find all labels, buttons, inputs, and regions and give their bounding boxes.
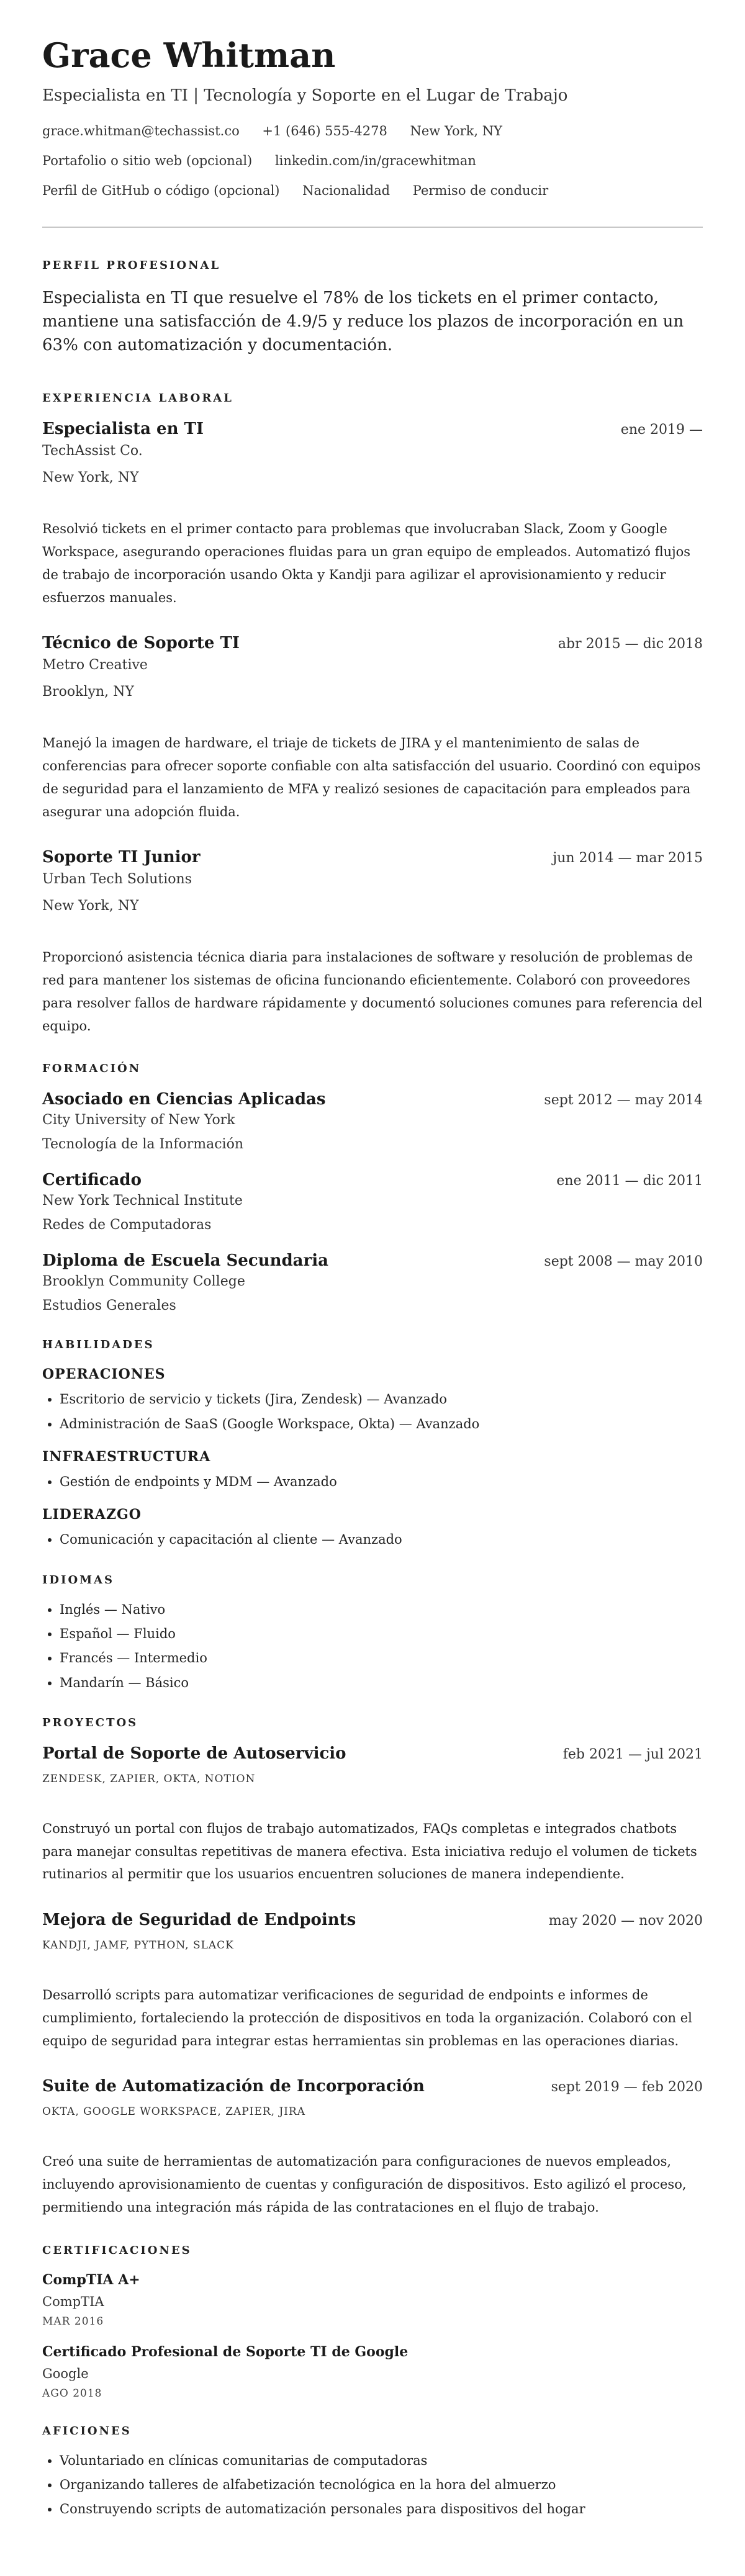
job-title: Soporte TI Junior [42, 848, 201, 867]
certification-item [42, 2344, 703, 2400]
certification-issuer: CompTIA [42, 2294, 104, 2309]
location: New York, NY [410, 124, 502, 139]
experience-item [42, 848, 703, 1037]
company-name: Urban Tech Solutions [42, 871, 192, 888]
contact-row-3 [42, 183, 703, 198]
project-dates: may 2020 — nov 2020 [548, 1913, 703, 1929]
project-item [42, 1911, 703, 2052]
education-heading: FORMACIÓN [42, 1062, 142, 1076]
project-title: Mejora de Seguridad de Endpoints [42, 1911, 356, 1930]
job-dates: abr 2015 — dic 2018 [558, 636, 703, 652]
education-item [42, 1251, 703, 1313]
degree-name: Diploma de Escuela Secundaria [42, 1251, 328, 1271]
project-item [42, 2077, 703, 2218]
job-dates: ene 2019 — [620, 422, 703, 438]
school-name: Brooklyn Community College [42, 1274, 245, 1290]
project-title: Portal de Soporte de Autoservicio [42, 1744, 346, 1763]
project-tags: KANDJI, JAMF, PYTHON, SLACK [42, 1939, 234, 1952]
skill-list [42, 1391, 703, 1433]
project-description: Desarrolló scripts para automatizar verificaciones de seguridad de endpoints e informes de cumplimiento, fortaleciendo la protección de dispositivos en toda la organización. Colaboró con el equipo de seguridad para integrar estas herramientas sin problemas en las operaciones diarias. [42, 1988, 692, 2048]
summary-heading: PERFIL PROFESIONAL [42, 259, 221, 272]
degree-name: Certificado [42, 1171, 142, 1190]
job-title: Técnico de Soporte TI [42, 634, 240, 653]
education-dates: sept 2012 — may 2014 [544, 1092, 703, 1109]
job-location: New York, NY [42, 898, 139, 914]
project-dates: feb 2021 — jul 2021 [562, 1746, 703, 1762]
project-description: Construyó un portal con flujos de trabajo automatizados, FAQs completas e integrados chatbots para manejar consultas repetitivas de manera efectiva. Esta iniciativa redujo el volumen de tickets rutinarios al permitir que los usuarios encuentren soluciones de manera independiente. [42, 1821, 697, 1882]
hobby-item: • Voluntariado en clínicas comunitarias de computadoras [60, 2452, 703, 2469]
certification-issuer: Google [42, 2366, 89, 2381]
hobby-item: • Construyendo scripts de automatización personales para dispositivos del hogar [60, 2501, 703, 2518]
project-description: Creó una suite de herramientas de automatización para configuraciones de nuevos empleados, incluyendo aprovisionamiento de cuentas y configuración de dispositivos. Esto agilizó el proceso, permitiendo una integración más rápida de las contrataciones en el flujo de trabajo. [42, 2154, 687, 2215]
skill-category: OPERACIONES [42, 1366, 166, 1383]
skill-category: INFRAESTRUCTURA [42, 1449, 211, 1466]
contact-row-2 [42, 153, 703, 168]
languages-heading: IDIOMAS [42, 1573, 115, 1587]
job-description: Proporcionó asistencia técnica diaria para instalaciones de software y resolución de problemas de red para mantener los sistemas de oficina funcionando eficientemente. Colaboró con proveedores para resolver fallos de hardware rápidamente y documentó soluciones comunes para referencia del equipo. [42, 950, 703, 1034]
company-name: Metro Creative [42, 657, 148, 673]
skill-item: • Gestión de endpoints y MDM — Avanzado [60, 1474, 703, 1490]
education-dates: sept 2008 — may 2010 [544, 1254, 703, 1270]
nationality: Nacionalidad [302, 183, 391, 199]
skill-category: LIDERAZGO [42, 1506, 142, 1523]
job-description: Manejó la imagen de hardware, el triaje de tickets de JIRA y el mantenimiento de salas de conferencias para ofrecer soporte confiable con alta satisfacción del usuario. Coordinó con equipos de seguridad para el lanzamiento de MFA y realizó sesiones de capacitación para empleados para asegurar una adopción fluida. [42, 736, 701, 819]
experience-item [42, 420, 703, 609]
certifications-heading: CERTIFICACIONES [42, 2243, 192, 2257]
hobby-item: • Organizando talleres de alfabetización tecnológica en la hora del almuerzo [60, 2477, 703, 2493]
certification-name: CompTIA A+ [42, 2271, 140, 2288]
company-name: TechAssist Co. [42, 443, 143, 459]
job-location: New York, NY [42, 470, 139, 486]
education-dates: ene 2011 — dic 2011 [556, 1173, 703, 1189]
candidate-name: Grace Whitman [42, 35, 336, 75]
study-field: Redes de Computadoras [42, 1217, 212, 1233]
skill-list [42, 1531, 703, 1548]
project-tags: ZENDESK, ZAPIER, OKTA, NOTION [42, 1772, 256, 1785]
certification-item [42, 2272, 703, 2328]
project-item [42, 1744, 703, 1886]
experience-item [42, 634, 703, 823]
study-field: Estudios Generales [42, 1298, 176, 1314]
language-item: • Francés — Intermedio [60, 1650, 703, 1667]
education-item [42, 1171, 703, 1233]
portfolio-link[interactable]: Portafolio o sitio web (opcional) [42, 153, 253, 169]
certification-date: MAR 2016 [42, 2315, 104, 2328]
experience-heading: EXPERIENCIA LABORAL [42, 392, 233, 405]
hobbies-heading: AFICIONES [42, 2424, 132, 2438]
summary-text: Especialista en TI que resuelve el 78% de los tickets en el primer contacto, mantiene una satisfacción de 4.9/5 y reduce los plazos de incorporación en un 63% con automatización y documentación. [42, 289, 684, 354]
education-item [42, 1090, 703, 1152]
job-description: Resolvió tickets en el primer contacto para problemas que involucraban Slack, Zoom y Google Workspace, asegurando operaciones fluidas para un gran equipo de empleados. Automatizó flujos de trabajo de incorporación usando Okta y Kandji para agilizar el aprovisionamiento y reducir esfuerzos manuales. [42, 521, 691, 605]
github-link[interactable]: Perfil de GitHub o código (opcional) [42, 183, 280, 199]
skills-heading: HABILIDADES [42, 1338, 155, 1352]
project-tags: OKTA, GOOGLE WORKSPACE, ZAPIER, JIRA [42, 2105, 306, 2119]
school-name: New York Technical Institute [42, 1193, 243, 1209]
project-title: Suite de Automatización de Incorporación [42, 2077, 425, 2096]
driving-license: Permiso de conducir [412, 183, 549, 199]
email-link[interactable]: grace.whitman@techassist.co [42, 124, 240, 139]
skill-list [42, 1474, 703, 1490]
linkedin-link[interactable]: linkedin.com/in/gracewhitman [274, 153, 476, 169]
school-name: City University of New York [42, 1112, 235, 1128]
projects-heading: PROYECTOS [42, 1716, 138, 1729]
certification-date: AGO 2018 [42, 2387, 102, 2400]
phone-number[interactable]: +1 (646) 555-4278 [262, 124, 387, 139]
study-field: Tecnología de la Información [42, 1137, 243, 1153]
skill-item: • Comunicación y capacitación al cliente — Avanzado [60, 1531, 703, 1548]
language-list [42, 1601, 703, 1691]
degree-name: Asociado en Ciencias Aplicadas [42, 1090, 326, 1109]
language-item: • Español — Fluido [60, 1626, 703, 1642]
professional-title: Especialista en TI | Tecnología y Soporte en el Lugar de Trabajo [42, 86, 568, 106]
skill-item: • Administración de SaaS (Google Workspace, Okta) — Avanzado [60, 1416, 703, 1433]
certification-name: Certificado Profesional de Soporte TI de Google [42, 2343, 409, 2360]
job-title: Especialista en TI [42, 420, 204, 439]
job-location: Brooklyn, NY [42, 684, 134, 700]
skill-item: • Escritorio de servicio y tickets (Jira, Zendesk) — Avanzado [60, 1391, 703, 1408]
language-item: • Mandarín — Básico [60, 1675, 703, 1691]
hobby-list [42, 2452, 703, 2518]
language-item: • Inglés — Nativo [60, 1601, 703, 1618]
project-dates: sept 2019 — feb 2020 [551, 2079, 703, 2096]
header-divider [42, 227, 703, 228]
contact-row-1 [42, 124, 703, 138]
job-dates: jun 2014 — mar 2015 [553, 850, 703, 867]
